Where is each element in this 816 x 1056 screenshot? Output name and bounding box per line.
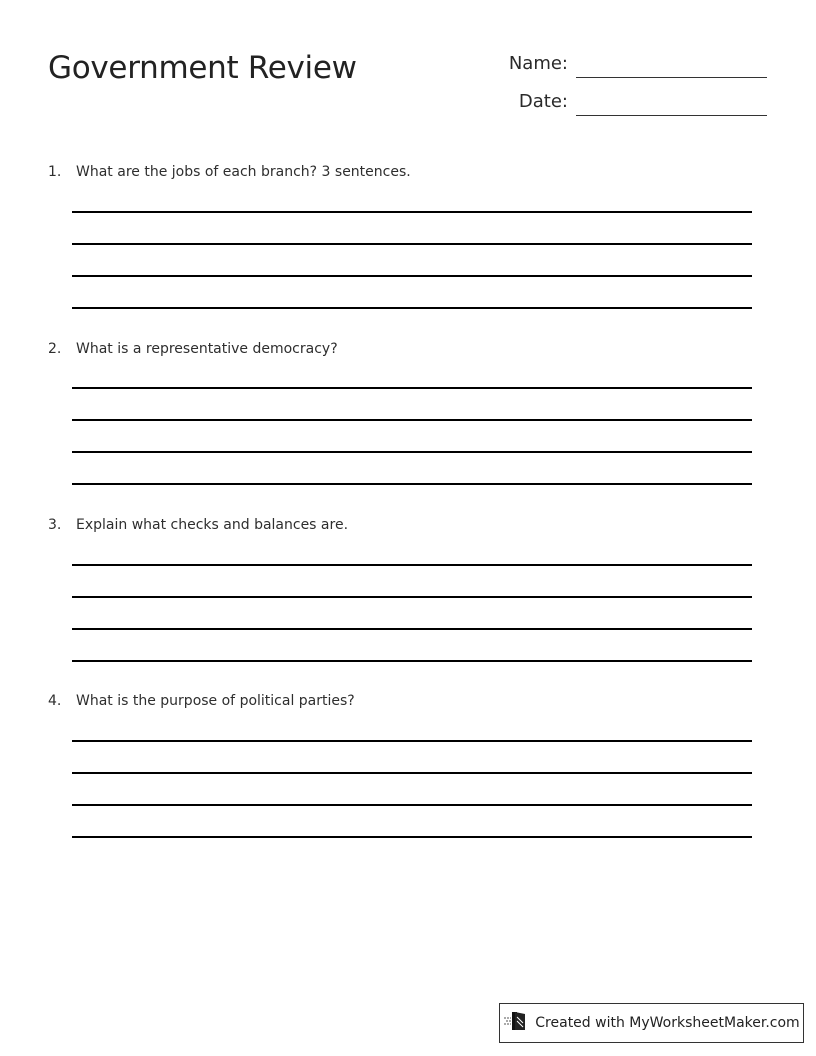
question-text: What are the jobs of each branch? 3 sentences. (76, 164, 411, 180)
name-field[interactable] (488, 53, 767, 75)
question-number: 1. (48, 164, 62, 180)
question-number: 4. (48, 693, 62, 709)
answer-line[interactable] (72, 836, 752, 838)
date-field[interactable] (488, 91, 767, 113)
footer-badge[interactable] (499, 1003, 804, 1043)
question-number: 3. (48, 517, 62, 533)
question-3 (48, 516, 768, 534)
page-title: Government Review (48, 50, 357, 86)
answer-line[interactable] (72, 596, 752, 598)
question-1 (48, 163, 768, 181)
name-label: Name: (508, 53, 568, 74)
date-label: Date: (518, 91, 568, 112)
answer-line[interactable] (72, 740, 752, 742)
answer-line[interactable] (72, 451, 752, 453)
answer-line[interactable] (72, 243, 752, 245)
answer-line[interactable] (72, 307, 752, 309)
date-input-line[interactable] (576, 115, 767, 116)
answer-line[interactable] (72, 387, 752, 389)
footer-text: Created with MyWorksheetMaker.com (535, 1015, 800, 1031)
answer-line[interactable] (72, 564, 752, 566)
answer-line[interactable] (72, 660, 752, 662)
name-input-line[interactable] (576, 77, 767, 78)
answer-line[interactable] (72, 275, 752, 277)
answer-line[interactable] (72, 628, 752, 630)
answer-line[interactable] (72, 483, 752, 485)
question-text: What is a representative democracy? (76, 341, 338, 357)
answer-line[interactable] (72, 804, 752, 806)
answer-line[interactable] (72, 419, 752, 421)
answer-line[interactable] (72, 772, 752, 774)
question-text: What is the purpose of political parties? (76, 693, 355, 709)
worksheet-book-icon (503, 1010, 529, 1036)
question-4 (48, 692, 768, 710)
question-number: 2. (48, 341, 62, 357)
answer-line[interactable] (72, 211, 752, 213)
question-2 (48, 340, 768, 358)
question-text: Explain what checks and balances are. (76, 517, 349, 533)
